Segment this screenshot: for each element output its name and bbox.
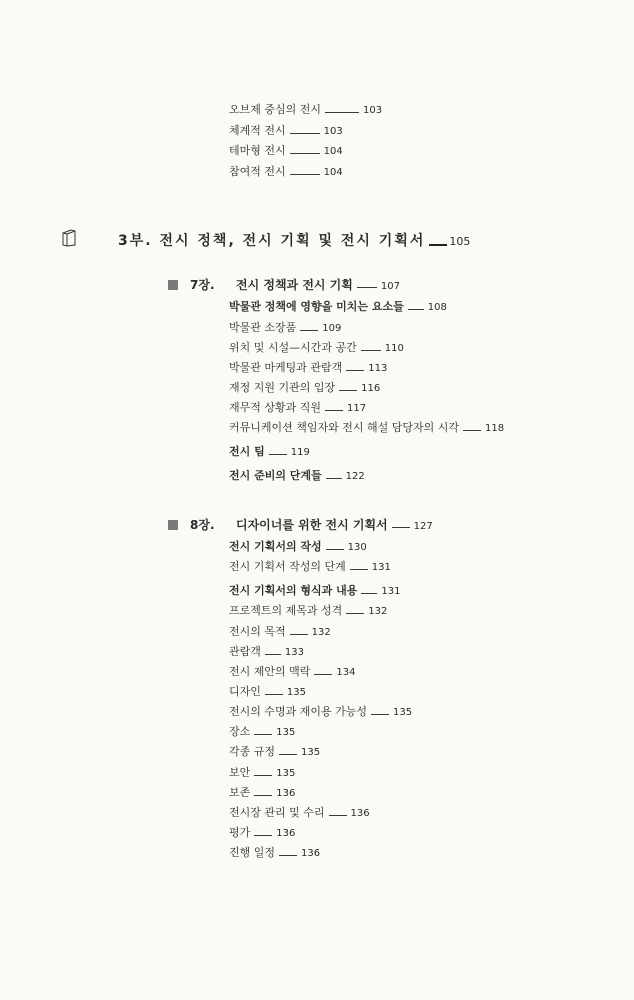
leader-line: [290, 133, 320, 134]
toc-entry: [229, 401, 366, 416]
entry-page: 135: [276, 727, 296, 738]
toc-entry: [229, 665, 355, 680]
toc-entry: [229, 300, 447, 315]
entry-page: 135: [276, 768, 296, 779]
book-icon: [62, 229, 76, 247]
entry-title: 진행 일정: [229, 846, 276, 859]
entry-title: 박물관 마케팅과 관람객: [229, 361, 343, 374]
toc-entry: [229, 826, 295, 841]
entry-page: 132: [368, 606, 388, 617]
entry-page: 132: [311, 627, 331, 638]
entry-page: 113: [368, 363, 388, 374]
entry-page: 122: [345, 471, 365, 482]
entry-title: 체계적 전시: [229, 124, 286, 137]
entry-title: 박물관 소장품: [229, 321, 297, 334]
toc-entry: [229, 846, 320, 861]
entry-title: 재무적 상황과 직원: [229, 401, 322, 414]
chapter-title: 전시 정책과 전시 기획: [236, 278, 353, 292]
entry-page: 133: [284, 647, 304, 658]
toc-entry: [229, 103, 382, 118]
leader-line: [325, 410, 343, 411]
leader-line: [290, 174, 320, 175]
toc-entry: [229, 685, 306, 700]
toc-entry: [229, 786, 295, 801]
entry-title: 커뮤니케이션 책임자와 전시 해설 담당자의 시각: [229, 421, 460, 434]
leader-line: [290, 634, 308, 635]
chapter-number: 8장.: [190, 518, 215, 532]
entry-title: 위치 및 시설—시간과 공간: [229, 341, 357, 354]
part-label: 3부.: [118, 233, 153, 249]
entry-page: 103: [363, 105, 383, 116]
toc-entry: [229, 144, 343, 159]
entry-page: 117: [347, 403, 367, 414]
entry-page: 104: [323, 146, 343, 157]
leader-line: [279, 855, 297, 856]
leader-line: [329, 815, 347, 816]
entry-page: 119: [290, 447, 310, 458]
leader-line: [325, 112, 359, 113]
entry-title: 재정 지원 기관의 입장: [229, 381, 336, 394]
part-page: 105: [449, 235, 471, 248]
leader-line: [339, 390, 357, 391]
leader-line: [350, 569, 368, 570]
leader-line: [408, 309, 424, 310]
toc-entry: [229, 341, 404, 356]
leader-line: [314, 674, 332, 675]
leader-line: [361, 593, 377, 594]
entry-title: 디자인: [229, 685, 261, 698]
leader-line: [265, 654, 281, 655]
entry-page: 134: [336, 667, 356, 678]
chapter-number: 7장.: [190, 278, 215, 292]
toc-entry: [229, 806, 370, 821]
leader-line: [357, 287, 377, 288]
entry-page: 108: [427, 302, 447, 313]
entry-title: 전시장 관리 및 수리: [229, 806, 325, 819]
entry-title: 전시 기획서 작성의 단계: [229, 560, 346, 573]
toc-entry: [229, 445, 310, 460]
leader-line: [346, 613, 364, 614]
toc-entry: [229, 540, 367, 555]
leader-line: [265, 694, 283, 695]
entry-page: 131: [381, 586, 401, 597]
entry-title: 장소: [229, 725, 251, 738]
entry-title: 각종 규정: [229, 745, 276, 758]
entry-page: 103: [323, 126, 343, 137]
toc-entry: [229, 560, 391, 575]
chapter-heading: [168, 516, 433, 533]
entry-title: 전시 제안의 맥락: [229, 665, 311, 678]
leader-line: [279, 754, 297, 755]
entry-title: 보안: [229, 766, 251, 779]
leader-line: [300, 330, 318, 331]
entry-title: 전시의 수명과 재이용 가능성: [229, 705, 368, 718]
entry-title: 참여적 전시: [229, 165, 286, 178]
chapter-marker-icon: [168, 520, 178, 530]
entry-page: 135: [393, 707, 413, 718]
toc-entry: [229, 604, 387, 619]
chapter-page: 127: [413, 521, 433, 532]
toc-entry: [229, 745, 320, 760]
leader-line: [254, 734, 272, 735]
toc-entry: [229, 625, 331, 640]
leader-line: [254, 795, 272, 796]
entry-title: 전시의 목적: [229, 625, 286, 638]
part-title: 전시 정책, 전시 기획 및 전시 기획서: [159, 233, 426, 249]
entry-title: 박물관 정책에 영향을 미치는 요소들: [229, 300, 404, 313]
part-heading: [118, 230, 470, 250]
chapter-heading: [168, 276, 400, 293]
entry-page: 136: [301, 848, 321, 859]
entry-page: 104: [323, 167, 343, 178]
leader-line: [254, 835, 272, 836]
leader-line: [326, 549, 344, 550]
entry-title: 전시 준비의 단계들: [229, 469, 322, 482]
entry-title: 프로젝트의 제목과 성격: [229, 604, 343, 617]
leader-line: [326, 478, 342, 479]
leader-line: [429, 244, 447, 246]
toc-entry: [229, 725, 295, 740]
toc-entry: [229, 165, 343, 180]
entry-page: 131: [371, 562, 391, 573]
toc-entry: [229, 381, 380, 396]
entry-title: 오브제 중심의 전시: [229, 103, 322, 116]
entry-page: 118: [485, 423, 505, 434]
leader-line: [463, 430, 481, 431]
leader-line: [254, 775, 272, 776]
entry-title: 전시 팀: [229, 445, 265, 458]
entry-page: 135: [286, 687, 306, 698]
entry-page: 110: [384, 343, 404, 354]
chapter-title: 디자이너를 위한 전시 기획서: [236, 518, 388, 532]
entry-title: 보존: [229, 786, 251, 799]
toc-entry: [229, 124, 343, 139]
leader-line: [269, 454, 287, 455]
toc-entry: [229, 361, 387, 376]
leader-line: [346, 370, 364, 371]
leader-line: [361, 350, 381, 351]
leader-line: [392, 527, 410, 528]
leader-line: [290, 153, 320, 154]
toc-entry: [229, 705, 412, 720]
toc-entry: [229, 766, 295, 781]
entry-page: 136: [276, 828, 296, 839]
toc-entry: [229, 584, 400, 599]
entry-page: 109: [322, 323, 342, 334]
entry-title: 관람객: [229, 645, 261, 658]
toc-entry: [229, 421, 504, 436]
entry-page: 136: [350, 808, 370, 819]
toc-entry: [229, 645, 304, 660]
entry-title: 전시 기획서의 작성: [229, 540, 322, 553]
entry-page: 116: [361, 383, 381, 394]
chapter-marker-icon: [168, 280, 178, 290]
leader-line: [371, 714, 389, 715]
toc-entry: [229, 321, 341, 336]
entry-page: 136: [276, 788, 296, 799]
chapter-page: 107: [380, 281, 400, 292]
toc-entry: [229, 469, 365, 484]
entry-page: 135: [301, 747, 321, 758]
entry-page: 130: [347, 542, 367, 553]
entry-title: 전시 기획서의 형식과 내용: [229, 584, 358, 597]
entry-title: 평가: [229, 826, 251, 839]
entry-title: 테마형 전시: [229, 144, 286, 157]
